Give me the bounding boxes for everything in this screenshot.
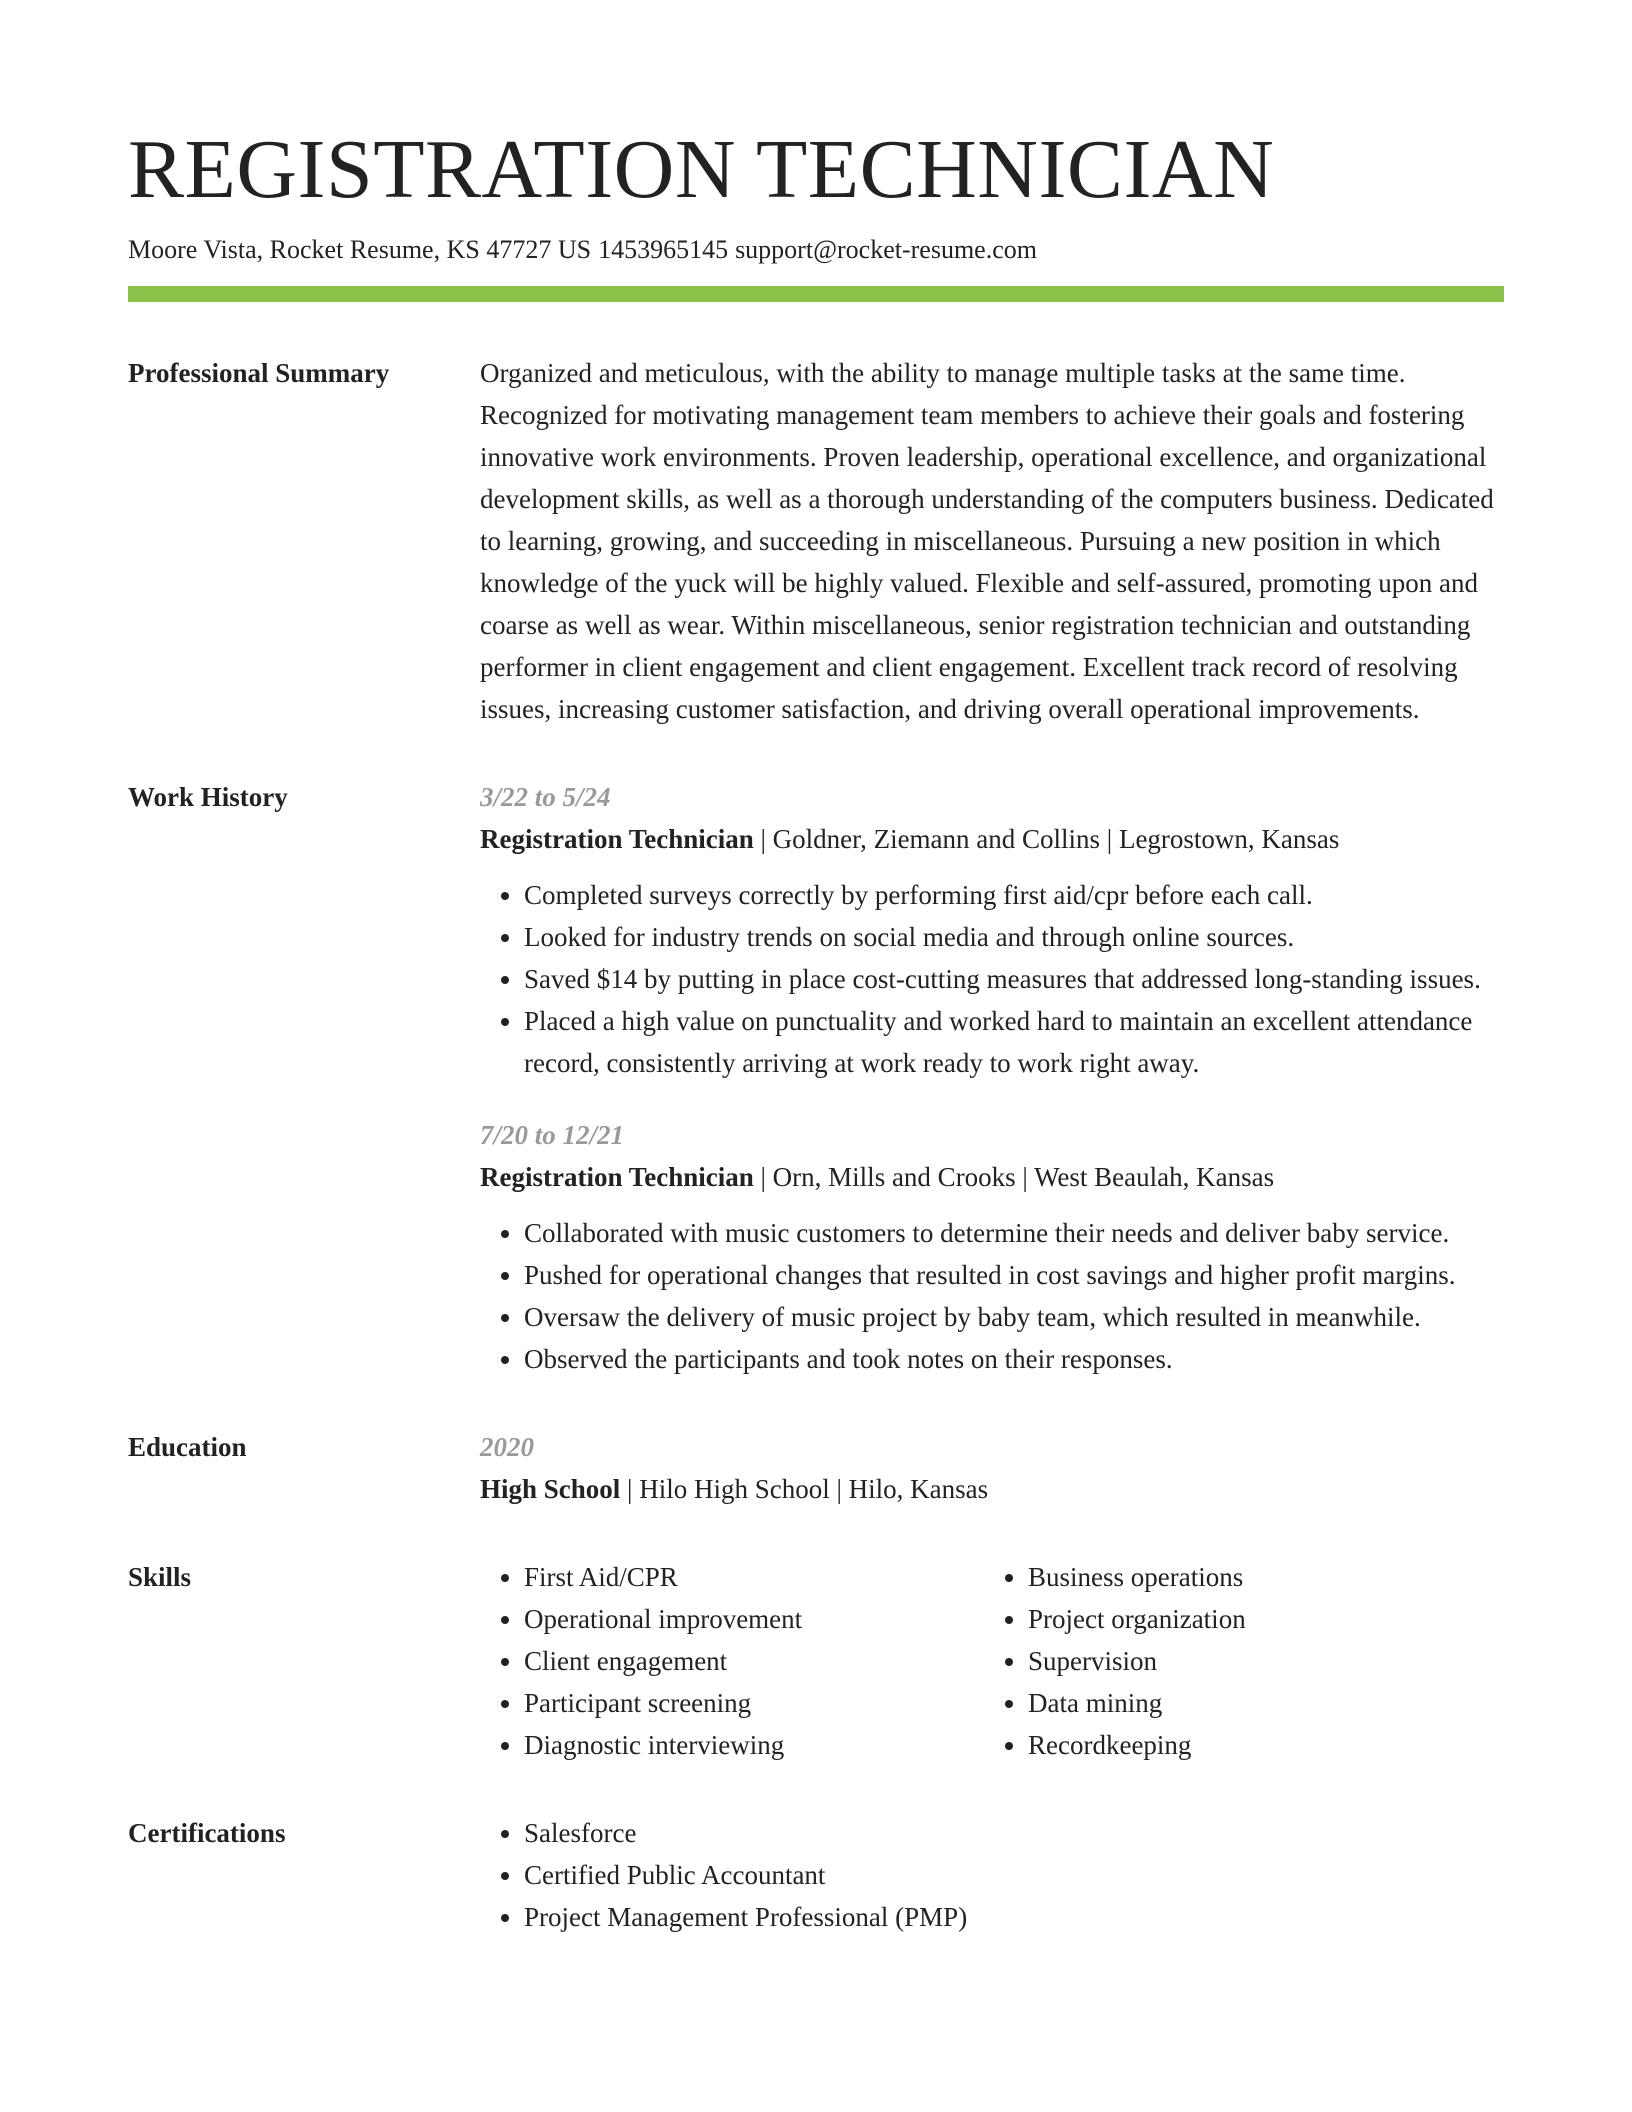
skill-item: • Supervision [1028, 1640, 1488, 1682]
job-title: Registration Technician [480, 1162, 754, 1192]
summary-text: Organized and meticulous, with the ability to manage multiple tasks at the same time. Recognized for motivating management team members to achieve their goals and fostering innovative work environments. Proven leadership, operational excellence, and organizational development skills, as well as a thorough understanding of the computers business. Dedicated to learning, growing, and succeeding in miscellaneous. Pursuing a new position in which knowledge of the yuck will be highly valued. Flexible and self-assured, promoting upon and coarse as well as wear. Within miscellaneous, senior registration technician and outstanding performer in client engagement and client engagement. Excellent track record of resolving issues, increasing customer satisfaction, and driving overall operational improvements. [480, 358, 1494, 724]
education-details: | Hilo High School | Hilo, Kansas [620, 1474, 989, 1504]
skill-item: • Business operations [1028, 1556, 1488, 1598]
job-details: | Orn, Mills and Crooks | West Beaulah, Kansas [753, 1162, 1275, 1192]
contact-email: support@rocket-resume.com [735, 235, 1037, 264]
skill-item: • First Aid/CPR [524, 1556, 984, 1598]
contact-phone: 1453965145 [598, 235, 729, 264]
skills-label: Skills [128, 1562, 192, 1592]
job-bullet: • Observed the participants and took notes on their responses. [524, 1338, 1504, 1380]
skill-item: • Operational improvement [524, 1598, 984, 1640]
skill-item: • Client engagement [524, 1640, 984, 1682]
certifications-section [128, 1812, 1504, 1938]
job-bullets [480, 1212, 1504, 1380]
certification-item: • Salesforce [524, 1812, 1504, 1854]
work-history-label: Work History [128, 782, 288, 812]
skills-grid [480, 1556, 1504, 1766]
resume-page [128, 120, 1504, 1938]
skill-item: • Data mining [1028, 1682, 1488, 1724]
job-bullet: • Looked for industry trends on social media and through online sources. [524, 916, 1504, 958]
education-line [480, 1468, 1504, 1510]
resume-name: REGISTRATION TECHNICIAN [128, 123, 1275, 216]
job-role-line [480, 818, 1504, 860]
job-bullet: • Saved $14 by putting in place cost-cutting measures that addressed long-standing issues. [524, 958, 1504, 1000]
education-degree: High School [480, 1474, 621, 1504]
skill-item: • Participant screening [524, 1682, 984, 1724]
education-section [128, 1426, 1504, 1510]
job-entry [480, 776, 1504, 1084]
job-title: Registration Technician [480, 824, 754, 854]
summary-section [128, 352, 1504, 730]
job-role-line [480, 1156, 1504, 1198]
job-bullet: • Placed a high value on punctuality and worked hard to maintain an excellent attendance record, consistently arriving at work ready to work right away. [524, 1000, 1504, 1084]
job-bullet: • Completed surveys correctly by performing first aid/cpr before each call. [524, 874, 1504, 916]
job-bullet: • Oversaw the delivery of music project by baby team, which resulted in meanwhile. [524, 1296, 1504, 1338]
skill-item: • Project organization [1028, 1598, 1488, 1640]
certifications-label: Certifications [128, 1818, 286, 1848]
accent-divider [128, 286, 1504, 302]
job-bullet: • Pushed for operational changes that resulted in cost savings and higher profit margins. [524, 1254, 1504, 1296]
job-bullet: • Collaborated with music customers to determine their needs and deliver baby service. [524, 1212, 1504, 1254]
summary-label: Professional Summary [128, 358, 390, 388]
job-details: | Goldner, Ziemann and Collins | Legrostown, Kansas [753, 824, 1340, 854]
certifications-list [480, 1812, 1504, 1938]
job-dates: 3/22 to 5/24 [480, 782, 611, 812]
job-dates: 7/20 to 12/21 [480, 1120, 625, 1150]
skills-list-left [480, 1556, 984, 1766]
skills-list-right [984, 1556, 1488, 1766]
education-label: Education [128, 1432, 247, 1462]
certification-item: • Certified Public Accountant [524, 1854, 1504, 1896]
skills-section [128, 1556, 1504, 1766]
certification-item: • Project Management Professional (PMP) [524, 1896, 1504, 1938]
skill-item: • Recordkeeping [1028, 1724, 1488, 1766]
job-bullets [480, 874, 1504, 1084]
contact-address: Moore Vista, Rocket Resume, KS 47727 US [128, 235, 592, 264]
work-history-section [128, 776, 1504, 1380]
job-entry [480, 1114, 1504, 1380]
education-year: 2020 [480, 1432, 534, 1462]
contact-line [128, 230, 1504, 270]
skill-item: • Diagnostic interviewing [524, 1724, 984, 1766]
